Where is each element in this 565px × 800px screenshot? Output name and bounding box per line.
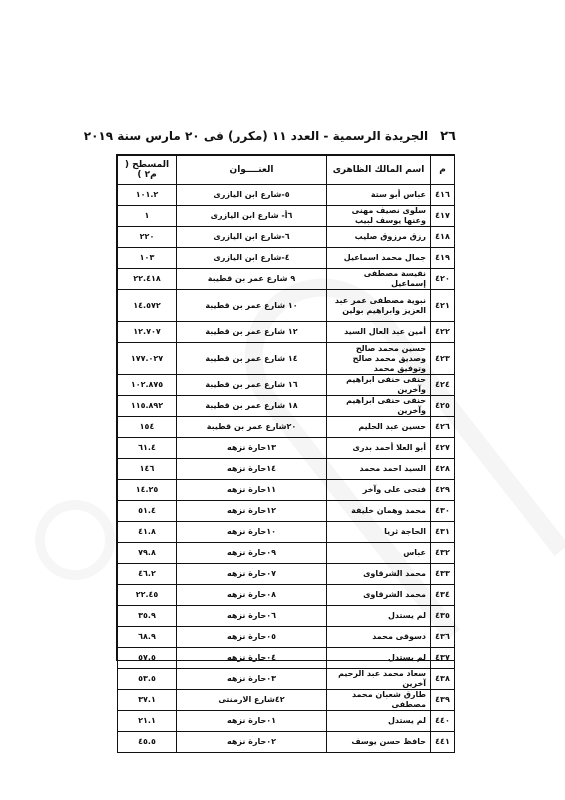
address-cell: ٠٣حارة نزهه [177,669,327,690]
owner-name-cell: لم يستدل [327,711,431,732]
table-row [118,501,455,522]
row-number-cell: ٤٣٣ [431,564,455,585]
area-cell: ٥٧.٥ [118,648,177,669]
area-cell: ٣٥.٩ [118,606,177,627]
address-cell: ٦أ- شارع ابن اليازرى [177,206,327,227]
area-cell: ١٠٢.٨٧٥ [118,375,177,396]
address-cell: ١٨ شارع عمر بن قطيبة [177,396,327,417]
table-row [118,438,455,459]
table-row [118,322,455,343]
owner-name-cell: دسوقى محمد [327,627,431,648]
owner-name-cell: أبو العلا أحمد بدرى [327,438,431,459]
table-header-row [118,156,455,185]
owner-name-cell: طارق شعبان محمد مصطفى [327,690,431,711]
table-row [118,206,455,227]
row-number-cell: ٤٣٦ [431,627,455,648]
area-cell: ٤٦.٢ [118,564,177,585]
address-cell: ١٤ شارع عمر بن قطيبة [177,343,327,375]
area-cell: ٢٢.٤٥ [118,585,177,606]
row-number-cell: ٤٤١ [431,732,455,753]
table-row [118,627,455,648]
area-cell: ٥١.٤ [118,501,177,522]
address-cell: ٠٢حارة نزهه [177,732,327,753]
row-number-cell: ٤٣١ [431,522,455,543]
owner-name-cell: لم يستدل [327,648,431,669]
property-table [117,155,455,753]
table-body [118,185,455,753]
table-row [118,185,455,206]
owner-name-cell: لم يستدل [327,606,431,627]
address-cell: ١٦ شارع عمر بن قطيبة [177,375,327,396]
header-address: العنــــوان [177,156,327,185]
address-cell: ١٣حارة نزهه [177,438,327,459]
header-area: المسطح ( م٢ ) [118,156,177,185]
address-cell: ١٠ شارع عمر بن قطيبة [177,290,327,322]
table-row [118,648,455,669]
row-number-cell: ٤١٧ [431,206,455,227]
area-cell: ٥٣.٥ [118,669,177,690]
owner-name-cell: سلوى نصيف مهنى وعنها يوسف لبيب [327,206,431,227]
owner-name-cell: الحاجة ثريا [327,522,431,543]
area-cell: ٦١.٤ [118,438,177,459]
row-number-cell: ٤٣٧ [431,648,455,669]
row-number-cell: ٤١٩ [431,248,455,269]
area-cell: ٧٩.٨ [118,543,177,564]
row-number-cell: ٤٢٣ [431,343,455,375]
table-row [118,227,455,248]
area-cell: ١٥٤ [118,417,177,438]
row-number-cell: ٤٣٨ [431,669,455,690]
row-number-cell: ٤٢٧ [431,438,455,459]
address-cell: ٠٧حارة نزهه [177,564,327,585]
row-number-cell: ٤١٨ [431,227,455,248]
address-cell: ١١حارة نزهه [177,480,327,501]
address-cell: ٥-شارع ابن اليازرى [177,185,327,206]
area-cell: ١٧٧.٠٢٧ [118,343,177,375]
owner-name-cell: محمد وهمان خليفة [327,501,431,522]
owner-name-cell: نفيسة مصطفى إسماعيل [327,269,431,290]
owner-name-cell: حنفى حنفى ابراهيم وآخرين [327,396,431,417]
owner-name-cell: سعاد محمد عبد الرحيم آخرين [327,669,431,690]
table-row [118,343,455,375]
table-row [118,564,455,585]
row-number-cell: ٤٢٦ [431,417,455,438]
owner-name-cell: حسين محمد صالح وصديق محمد صالح وتوفيق محمد [327,343,431,375]
table-row [118,459,455,480]
table-row [118,269,455,290]
address-cell: ٠٤حارة نزهه [177,648,327,669]
watermark-seal [35,500,115,580]
gazette-title: الجريدة الرسمية - العدد ١١ (مكرر) فى ٢٠ مارس سنة ٢٠١٩ [83,129,429,143]
header-num: م [431,156,455,185]
owner-name-cell: نبوية مصطفى عمر عبد العزيز وابراهيم بولين [327,290,431,322]
owner-name-cell: حافظ حسن يوسف [327,732,431,753]
area-cell: ٣٧.١ [118,690,177,711]
owner-name-cell: عباس [327,543,431,564]
table-row [118,690,455,711]
page-number: ٢٦ [440,128,456,144]
area-cell: ١٠١.٢ [118,185,177,206]
table-row [118,396,455,417]
table-row [118,522,455,543]
area-cell: ٢٢٠ [118,227,177,248]
table-row [118,543,455,564]
owner-name-cell: حسين عبد الحليم [327,417,431,438]
row-number-cell: ٤٢٨ [431,459,455,480]
row-number-cell: ٤٢٩ [431,480,455,501]
area-cell: ٢٢.٤١٨ [118,269,177,290]
address-cell: ٢٠شارع عمر بن قطيبة [177,417,327,438]
address-cell: ٠٦حارة نزهه [177,606,327,627]
area-cell: ٢١.١ [118,711,177,732]
address-cell: ٦-شارع ابن اليازرى [177,227,327,248]
row-number-cell: ٤٢٢ [431,322,455,343]
owner-name-cell: محمد الشرقاوى [327,564,431,585]
area-cell: ١٤.٥٧٢ [118,290,177,322]
area-cell: ١٠٣ [118,248,177,269]
row-number-cell: ٤٣٠ [431,501,455,522]
table-row [118,606,455,627]
table-row [118,480,455,501]
address-cell: ٠٥حارة نزهه [177,627,327,648]
area-cell: ٤٥.٥ [118,732,177,753]
area-cell: ١١٥.٨٩٢ [118,396,177,417]
row-number-cell: ٤٣٩ [431,690,455,711]
row-number-cell: ٤٣٢ [431,543,455,564]
row-number-cell: ٤١٦ [431,185,455,206]
table-row [118,585,455,606]
address-cell: ٩ شارع عمر بن قطيبة [177,269,327,290]
page-header [83,127,456,145]
table-row [118,290,455,322]
area-cell: ١ [118,206,177,227]
area-cell: ٤١.٨ [118,522,177,543]
owner-name-cell: محمد الشرقاوى [327,585,431,606]
area-cell: ١٤٦ [118,459,177,480]
row-number-cell: ٤٢٤ [431,375,455,396]
owner-name-cell: حنفى حنفى ابراهيم وآخرين [327,375,431,396]
address-cell: ١٢ شارع عمر بن قطيبة [177,322,327,343]
header-owner: اسم المالك الظاهرى [327,156,431,185]
owner-name-cell: رزق مرزوق صليب [327,227,431,248]
address-cell: ٤-شارع ابن اليازرى [177,248,327,269]
owner-name-cell: عباس أبو ستة [327,185,431,206]
row-number-cell: ٤٤٠ [431,711,455,732]
area-cell: ١٢.٧٠٧ [118,322,177,343]
row-number-cell: ٤٢٥ [431,396,455,417]
area-cell: ٦٨.٩ [118,627,177,648]
table-row [118,669,455,690]
table-row [118,375,455,396]
address-cell: ١٤حارة نزهه [177,459,327,480]
row-number-cell: ٤٣٥ [431,606,455,627]
area-cell: ١٤.٢٥ [118,480,177,501]
address-cell: ٠٩حارة نزهه [177,543,327,564]
address-cell: ٤٢شارع الارمنتى [177,690,327,711]
owner-name-cell: جمال محمد اسماعيل [327,248,431,269]
address-cell: ١٢حارة نزهه [177,501,327,522]
address-cell: ٠٨حارة نزهه [177,585,327,606]
row-number-cell: ٤٢١ [431,290,455,322]
address-cell: ٠١حارة نزهه [177,711,327,732]
table-row [118,711,455,732]
owner-name-cell: فتحى على وآخر [327,480,431,501]
owner-name-cell: السيد احمد محمد [327,459,431,480]
table-row [118,417,455,438]
row-number-cell: ٤٢٠ [431,269,455,290]
table-row [118,732,455,753]
address-cell: ١٠حارة نزهه [177,522,327,543]
row-number-cell: ٤٣٤ [431,585,455,606]
owner-name-cell: أمين عبد العال السيد [327,322,431,343]
table-row [118,248,455,269]
